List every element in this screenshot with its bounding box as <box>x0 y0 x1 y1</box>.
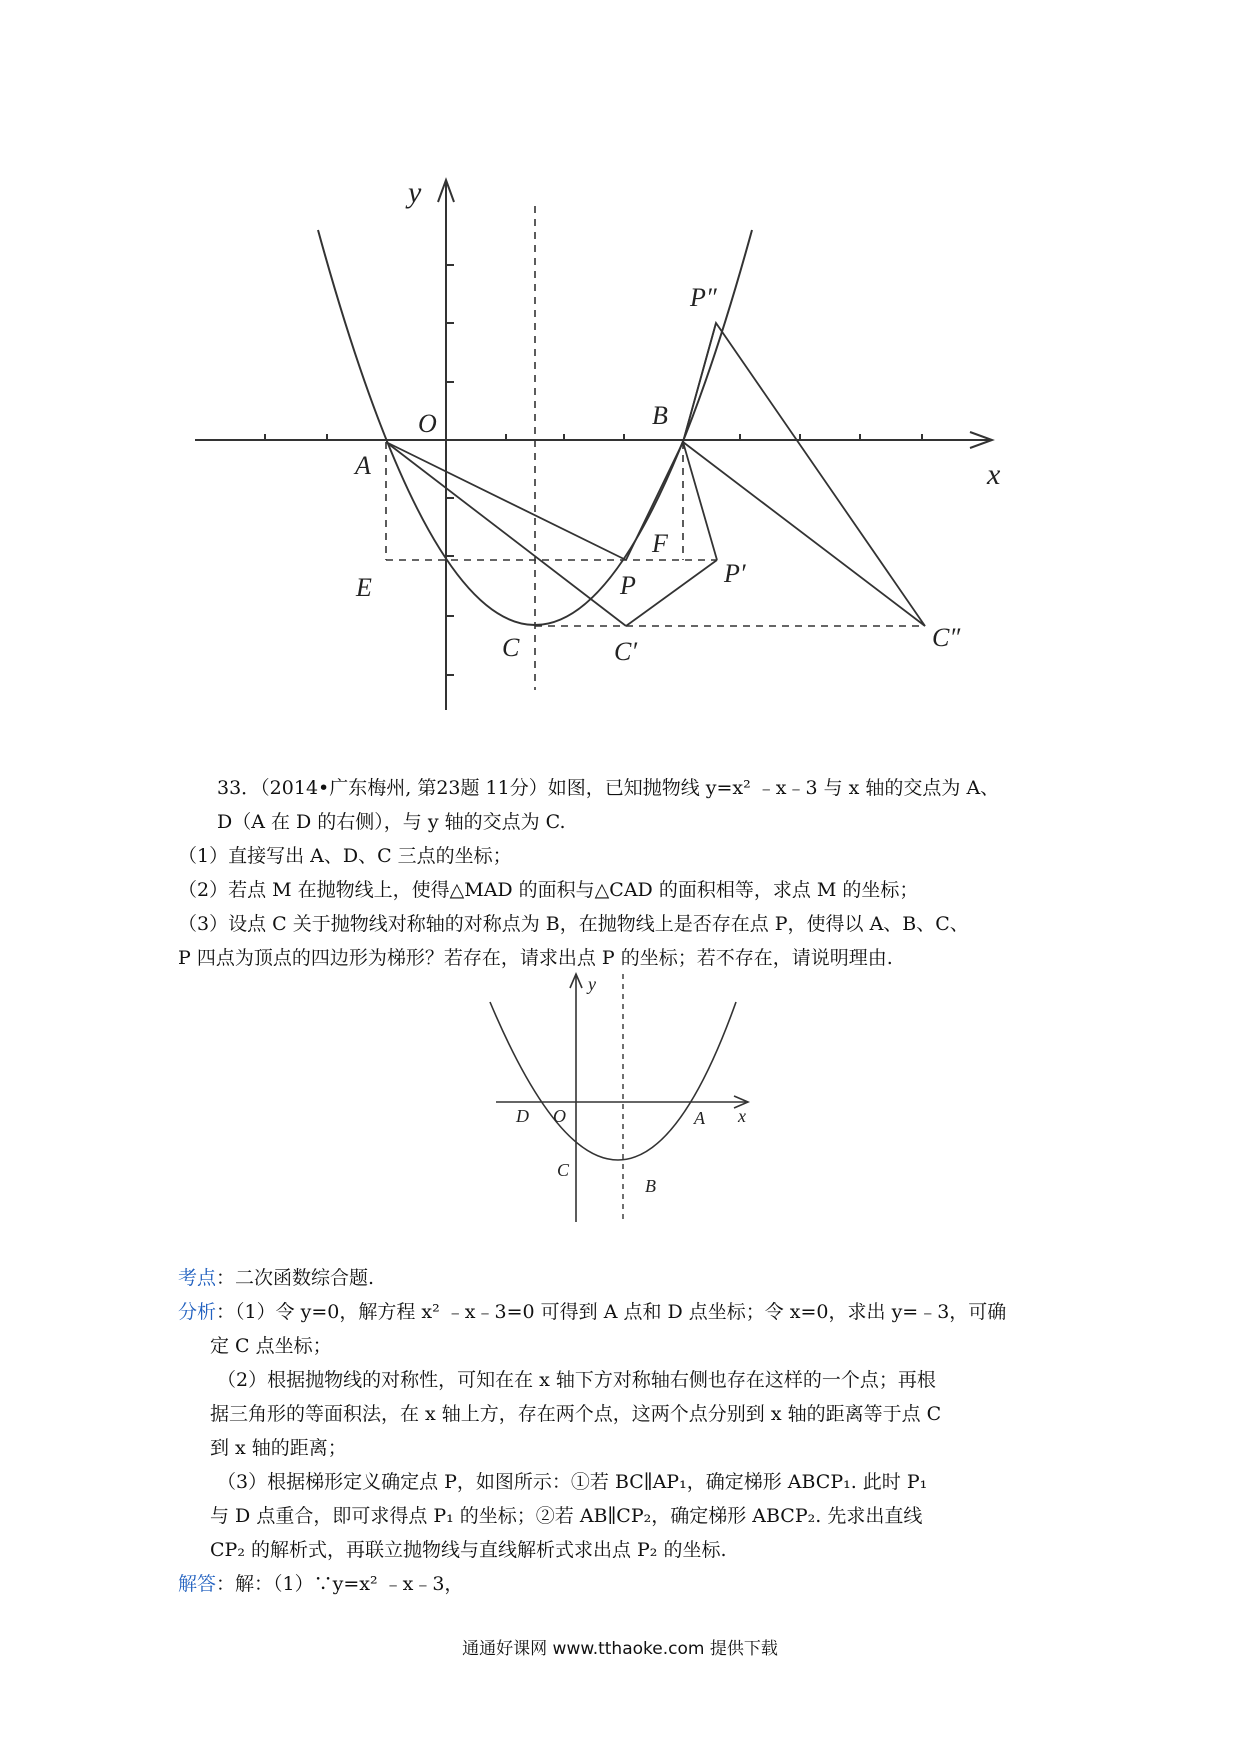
analysis-8: CP₂ 的解析式，再联立抛物线与直线解析式求出点 P₂ 的坐标. <box>210 1539 727 1561</box>
label-y: y <box>408 176 422 209</box>
label-P: P <box>620 571 636 600</box>
label-C: C <box>502 633 520 662</box>
analysis-4: 据三角形的等面积法，在 x 轴上方，存在两个点，这两个点分别到 x 轴的距离等于点 C <box>210 1403 942 1425</box>
problem-line-1: 33．（2014•广东梅州, 第23题 11分）如图，已知抛物线 y=x² ﹣x﹣3 与 x 轴的交点为 A、 <box>217 777 1000 799</box>
fenxi-label: 分析 <box>178 1301 217 1323</box>
jieda-text: ：解：（1）∵y=x² ﹣x﹣3， <box>216 1573 464 1595</box>
analysis-2: 定 C 点坐标； <box>210 1335 332 1357</box>
solid-segments <box>386 323 925 626</box>
label-E: E <box>356 573 372 602</box>
figure-small-parabola <box>0 960 1240 1230</box>
analysis-7: 与 D 点重合，即可求得点 P₁ 的坐标；②若 AB∥CP₂，确定梯形 ABCP₂. 先求出直线 <box>210 1505 923 1527</box>
label-P-double-prime: P″ <box>690 283 717 312</box>
label-A: A <box>355 451 371 480</box>
y-ticks <box>446 265 454 675</box>
kaodian-text: ：二次函数综合题. <box>216 1267 375 1289</box>
label-x: x <box>987 458 1001 491</box>
jieda-label: 解答 <box>178 1573 217 1595</box>
kaodian-label: 考点 <box>178 1267 217 1289</box>
label-B: B <box>652 401 668 430</box>
label-C-double-prime: C″ <box>932 623 961 652</box>
analysis-6: （3）根据梯形定义确定点 P，如图所示：①若 BC∥AP₁，确定梯形 ABCP₁. 此时 P₁ <box>217 1471 928 1493</box>
label-x-small: x <box>738 1106 746 1126</box>
label-C-small: C <box>557 1160 570 1180</box>
label-O-small: O <box>553 1106 566 1126</box>
fenxi-line-1 <box>178 1296 1006 1329</box>
kaodian-line <box>178 1262 374 1295</box>
problem-line-2: D（A 在 D 的右侧），与 y 轴的交点为 C. <box>217 811 566 833</box>
label-B-small: B <box>645 1176 656 1196</box>
analysis-3: （2）根据抛物线的对称性，可知在在 x 轴下方对称轴右侧也存在这样的一个点；再根 <box>217 1369 936 1391</box>
label-y-small: y <box>588 974 596 994</box>
label-A-small: A <box>694 1108 705 1128</box>
analysis-1: ：（1）令 y=0，解方程 x² ﹣x﹣3=0 可得到 A 点和 D 点坐标；令 x=0，求出 y=﹣3，可确 <box>216 1301 1007 1323</box>
parabola-small <box>490 1002 736 1160</box>
question-3-line-1: （3）设点 C 关于抛物线对称轴的对称点为 B，在抛物线上是否存在点 P，使得以 A、B、C、 <box>178 913 969 935</box>
question-1: （1）直接写出 A、D、C 三点的坐标； <box>178 845 512 867</box>
jieda-line <box>178 1568 463 1601</box>
question-3-line-2: P 四点为顶点的四边形为梯形？若存在，请求出点 P 的坐标；若不存在，请说明理由. <box>178 947 893 969</box>
label-C-prime: C′ <box>614 637 638 666</box>
page-footer: 通通好课网 www.tthaoke.com 提供下载 <box>462 1639 778 1659</box>
label-F: F <box>652 529 668 558</box>
question-2: （2）若点 M 在抛物线上，使得△MAD 的面积与△CAD 的面积相等，求点 M 的坐标； <box>178 879 919 901</box>
label-P-prime: P′ <box>724 559 746 588</box>
figure-parabola-trapezoid <box>0 0 1240 720</box>
analysis-5: 到 x 轴的距离； <box>210 1437 347 1459</box>
label-D-small: D <box>516 1106 529 1126</box>
label-O: O <box>418 409 437 438</box>
